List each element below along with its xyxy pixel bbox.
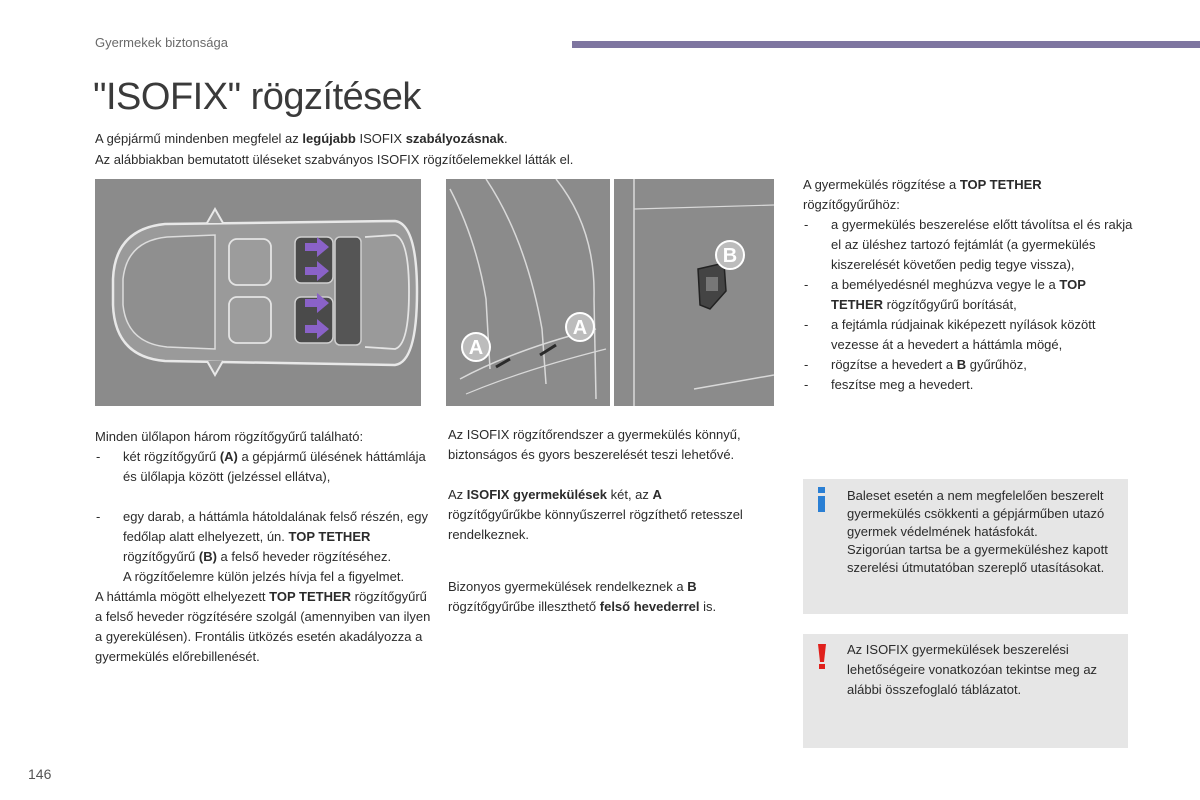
text-run: rögzítőgyűrű a felső heveder rögzítésére szolgál (amennyiben van ilyen a gyerekülésen). Frontális ütközés esetén akadályozza a gyermekülés előrebillenését. xyxy=(95,589,431,664)
top-tether-illustration xyxy=(614,179,774,406)
info-text-2: Szigorúan tartsa be a gyermeküléshez kapott szerelési útmutatóban szereplő utasításokat. xyxy=(847,542,1108,575)
text-run: rögzítőgyűrűkbe könnyűszerrel rögzíthető retesszel rendelkeznek. xyxy=(448,507,743,542)
text-run: gyűrűhöz, xyxy=(966,357,1027,372)
bold-run: ISOFIX gyermekülések xyxy=(466,487,607,502)
bold-run: TOP TETHER xyxy=(959,177,1042,192)
text-run: is. xyxy=(699,599,717,614)
col1-lead: Minden ülőlapon három rögzítőgyűrű található: xyxy=(95,429,364,444)
top-tether-b-figure xyxy=(614,179,774,406)
info-icon xyxy=(815,485,829,513)
bold-run: A xyxy=(652,487,662,502)
text-run: két, az xyxy=(606,487,653,502)
intro-line-1 xyxy=(95,128,735,149)
text-run: rögzítőgyűrűhöz: xyxy=(803,197,900,212)
text-run: egy darab, a háttámla hátoldalának felső részén, egy fedőlap alatt elhelyezett, ún. xyxy=(123,509,428,544)
bold-run: B xyxy=(687,579,697,594)
list-item xyxy=(803,355,1133,375)
warning-note xyxy=(803,634,1128,748)
text-run: A rögzítőelemre külön jelzés hívja fel a figyelmet. xyxy=(123,569,405,584)
info-text-1: Baleset esetén a nem megfelelően beszerelt gyermekülés csökkenti a gépjárműben utazó gyermek védelmének hatásfokát. xyxy=(847,488,1105,539)
bold-run: (B) xyxy=(198,549,217,564)
text-run: a felső heveder rögzítéséhez. xyxy=(216,549,392,564)
anchor-a-label-right: A xyxy=(572,317,588,339)
col2-paragraph-1: Az ISOFIX rögzítőrendszer a gyermekülés könnyű, biztonságos és gyors beszerelését teszi lehetővé. xyxy=(448,427,741,462)
anchor-list xyxy=(95,447,435,487)
warning-icon xyxy=(815,642,829,670)
list-item: - a gyermekülés beszerelése előtt távolítsa el és rakja el az üléshez tartozó fejtámlát (a gyermekülés kiszerelését követően pedig tegye vissza), xyxy=(803,215,1133,275)
intro-text-run: . xyxy=(503,131,508,146)
bold-run: TOP TETHER xyxy=(288,529,371,544)
info-note-text xyxy=(847,487,1117,577)
intro-text-run: A gépjármű mindenben megfelel az xyxy=(95,131,303,146)
bold-run: (A) xyxy=(219,449,238,464)
col2-paragraph-2 xyxy=(448,485,758,545)
col2-paragraph-3 xyxy=(448,577,758,617)
text-run: Bizonyos gyermekülések rendelkeznek a xyxy=(448,579,688,594)
text-run: A háttámla mögött elhelyezett xyxy=(95,589,270,604)
column-3 xyxy=(803,175,1133,395)
warning-note-text: Az ISOFIX gyermekülések beszerelési lehetőségeire vonatkozóan tekintse meg az alábbi összefoglaló táblázatot. xyxy=(847,642,1098,697)
text-run: rögzítőgyűrű xyxy=(123,549,199,564)
column-2 xyxy=(448,425,758,617)
car-top-view-figure xyxy=(95,179,421,406)
seat-anchor-illustration xyxy=(446,179,610,406)
header-accent-bar xyxy=(572,41,1200,48)
col3-lead xyxy=(803,175,1133,215)
list-item: - a fejtámla rúdjainak kiképezett nyílások között vezesse át a hevedert a háttámla mögé, xyxy=(803,315,1133,355)
info-note xyxy=(803,479,1128,614)
list-item xyxy=(95,507,435,587)
tether-steps-list xyxy=(803,215,1133,395)
intro-bold-run: legújabb xyxy=(302,131,356,146)
text-run: két rögzítőgyűrű xyxy=(123,449,220,464)
anchor-b-label: B xyxy=(722,245,738,267)
page-number: 146 xyxy=(28,766,52,782)
section-title: Gyermekek biztonsága xyxy=(95,35,228,50)
text-run: Az xyxy=(448,487,467,502)
bold-run: TOP TETHER xyxy=(831,277,1086,312)
text-run: rögzítse a hevedert a xyxy=(831,357,957,372)
column-1 xyxy=(95,427,435,667)
list-item xyxy=(95,447,435,487)
bold-run: B xyxy=(956,357,967,372)
page-title: "ISOFIX" rögzítések xyxy=(93,76,421,118)
intro-bold-run: szabályozásnak xyxy=(405,131,504,146)
list-item xyxy=(803,275,1133,315)
intro-text-run: ISOFIX xyxy=(355,131,406,146)
col1-paragraph xyxy=(95,587,435,667)
bold-run: felső hevederrel xyxy=(599,599,700,614)
text-run: a gépjármű ülésének háttámlája és ülőlapja között (jelzéssel ellátva), xyxy=(123,449,426,484)
list-item: - feszítse meg a hevedert. xyxy=(803,375,1133,395)
text-run: rögzítőgyűrűbe illeszthető xyxy=(448,599,600,614)
intro-line-2: Az alábbiakban bemutatott üléseket szabványos ISOFIX rögzítőelemekkel látták el. xyxy=(95,152,574,167)
text-run: rögzítőgyűrű borítását, xyxy=(883,297,1017,312)
anchor-a-label-left: A xyxy=(468,337,484,359)
intro-text xyxy=(95,128,735,170)
seat-anchor-a-figure xyxy=(446,179,610,406)
text-run: A gyermekülés rögzítése a xyxy=(803,177,960,192)
car-top-view-illustration xyxy=(95,179,421,406)
text-run: a bemélyedésnél meghúzva vegye le a xyxy=(831,277,1060,292)
anchor-list-2 xyxy=(95,507,435,587)
bold-run: TOP TETHER xyxy=(269,589,352,604)
